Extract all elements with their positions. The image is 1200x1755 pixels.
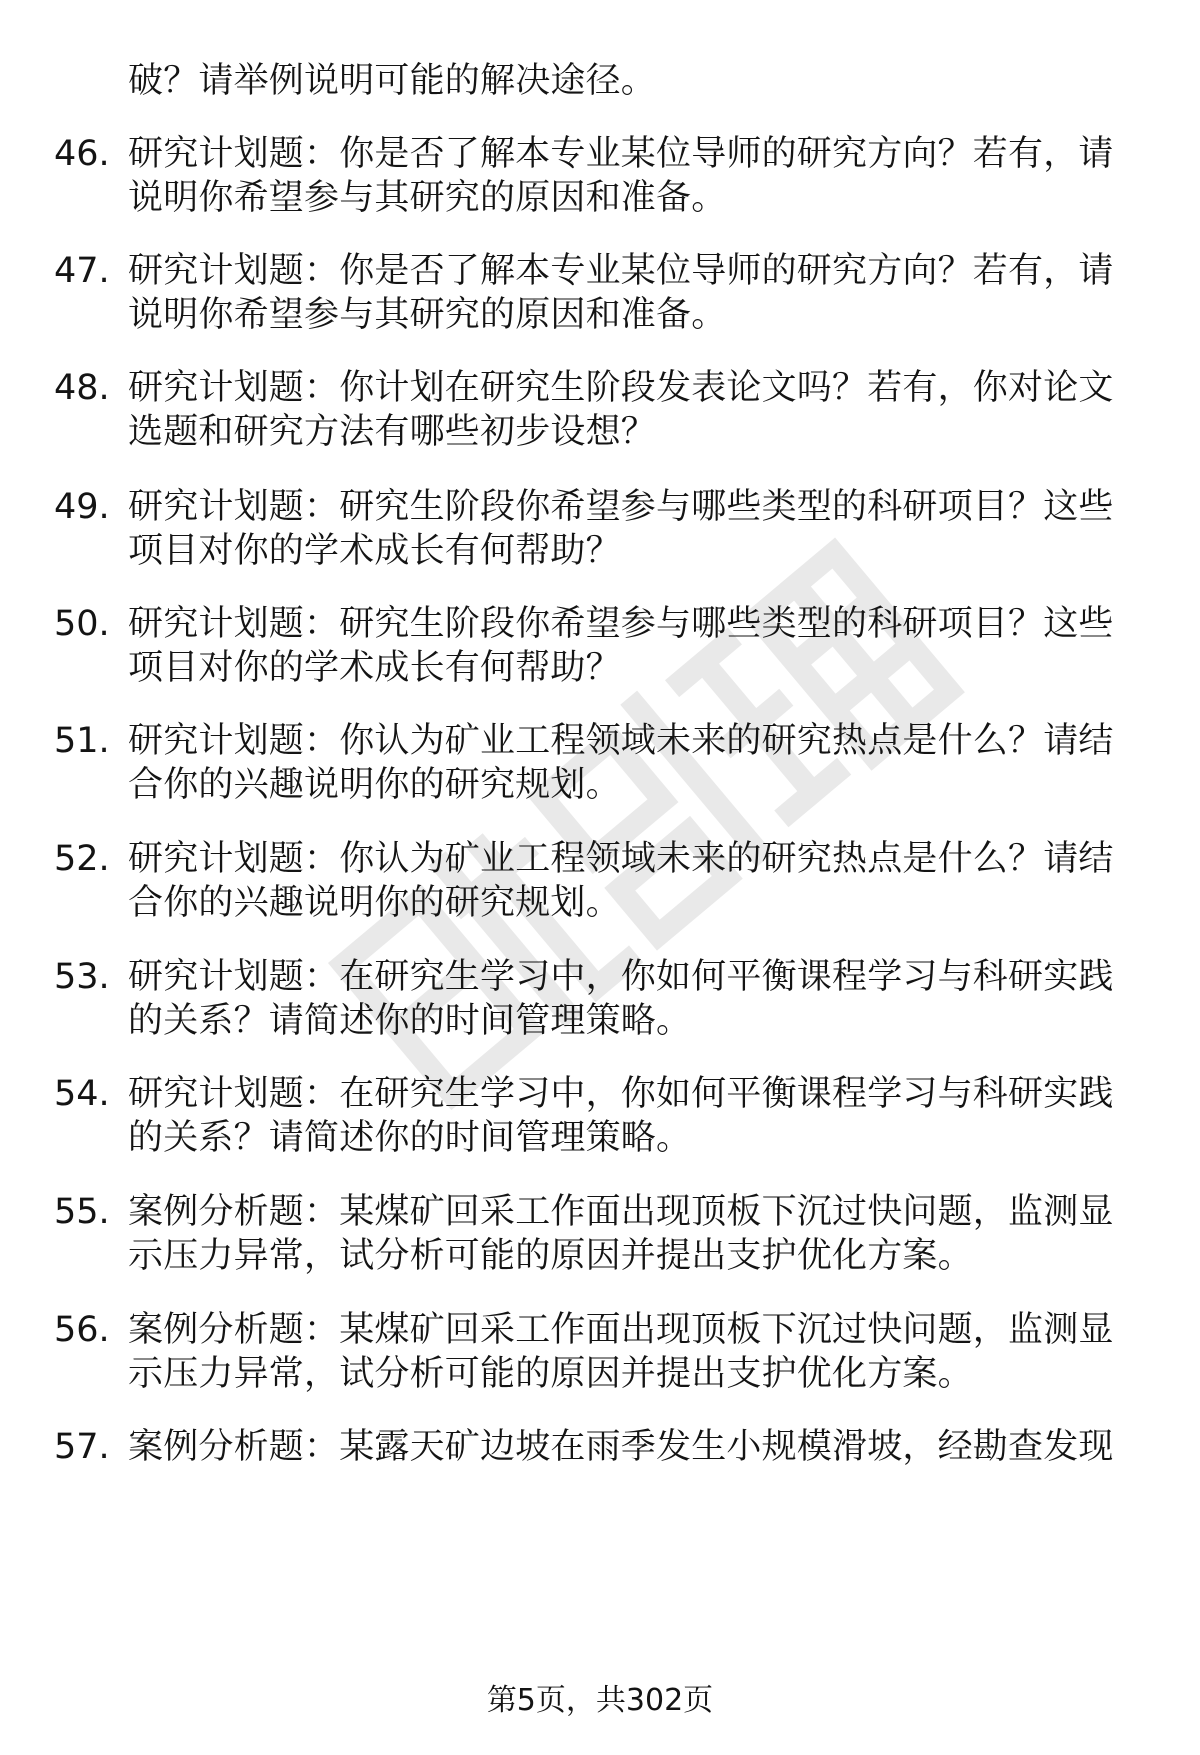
question-text-line1: 研究计划题：你是否了解本专业某位导师的研究方向？若有，请	[128, 134, 1114, 174]
question-text-line1: 研究计划题：你认为矿业工程领域未来的研究热点是什么？请结	[128, 839, 1114, 879]
question-number: 57.	[54, 1427, 110, 1467]
continued-line: 破？请举例说明可能的解决途径。	[128, 61, 657, 101]
question-text-line1: 研究计划题：在研究生学习中，你如何平衡课程学习与科研实践	[128, 957, 1114, 997]
question-text-line2: 示压力异常，试分析可能的原因并提出支护优化方案。	[128, 1354, 973, 1394]
question-number: 54.	[54, 1074, 110, 1114]
question-text-line2: 项目对你的学术成长有何帮助？	[128, 648, 621, 688]
question-text-line2: 合你的兴趣说明你的研究规划。	[128, 883, 621, 923]
question-number: 55.	[54, 1192, 110, 1232]
question-text-line2: 合你的兴趣说明你的研究规划。	[128, 765, 621, 805]
question-text-line2: 的关系？请简述你的时间管理策略。	[128, 1001, 692, 1041]
question-text-line2: 说明你希望参与其研究的原因和准备。	[128, 178, 727, 218]
question-number: 52.	[54, 839, 110, 879]
question-number: 53.	[54, 957, 110, 997]
question-text-line2: 的关系？请简述你的时间管理策略。	[128, 1118, 692, 1158]
question-text-line1: 研究计划题：研究生阶段你希望参与哪些类型的科研项目？这些	[128, 487, 1114, 527]
question-number: 50.	[54, 604, 110, 644]
question-text-line1: 研究计划题：在研究生学习中，你如何平衡课程学习与科研实践	[128, 1074, 1114, 1114]
question-number: 51.	[54, 721, 110, 761]
question-text-line2: 示压力异常，试分析可能的原因并提出支护优化方案。	[128, 1236, 973, 1276]
question-text-line1: 案例分析题：某煤矿回采工作面出现顶板下沉过快问题，监测显	[128, 1310, 1114, 1350]
question-number: 56.	[54, 1310, 110, 1350]
question-text-line2: 选题和研究方法有哪些初步设想？	[128, 412, 657, 452]
question-text-line2: 项目对你的学术成长有何帮助？	[128, 531, 621, 571]
question-text-line1: 研究计划题：研究生阶段你希望参与哪些类型的科研项目？这些	[128, 604, 1114, 644]
question-number: 49.	[54, 487, 110, 527]
question-text-line1: 案例分析题：某煤矿回采工作面出现顶板下沉过快问题，监测显	[128, 1192, 1114, 1232]
question-text-line1: 研究计划题：你计划在研究生阶段发表论文吗？若有，你对论文	[128, 368, 1114, 408]
question-number: 48.	[54, 368, 110, 408]
question-text-line1: 研究计划题：你是否了解本专业某位导师的研究方向？若有，请	[128, 251, 1114, 291]
question-number: 47.	[54, 251, 110, 291]
question-text-line1: 研究计划题：你认为矿业工程领域未来的研究热点是什么？请结	[128, 721, 1114, 761]
question-number: 46.	[54, 134, 110, 174]
page-number-footer: 第5页，共302页	[486, 1683, 714, 1718]
question-text-line2: 说明你希望参与其研究的原因和准备。	[128, 295, 727, 335]
question-text-line1: 案例分析题：某露天矿边坡在雨季发生小规模滑坡，经勘查发现	[128, 1427, 1114, 1467]
